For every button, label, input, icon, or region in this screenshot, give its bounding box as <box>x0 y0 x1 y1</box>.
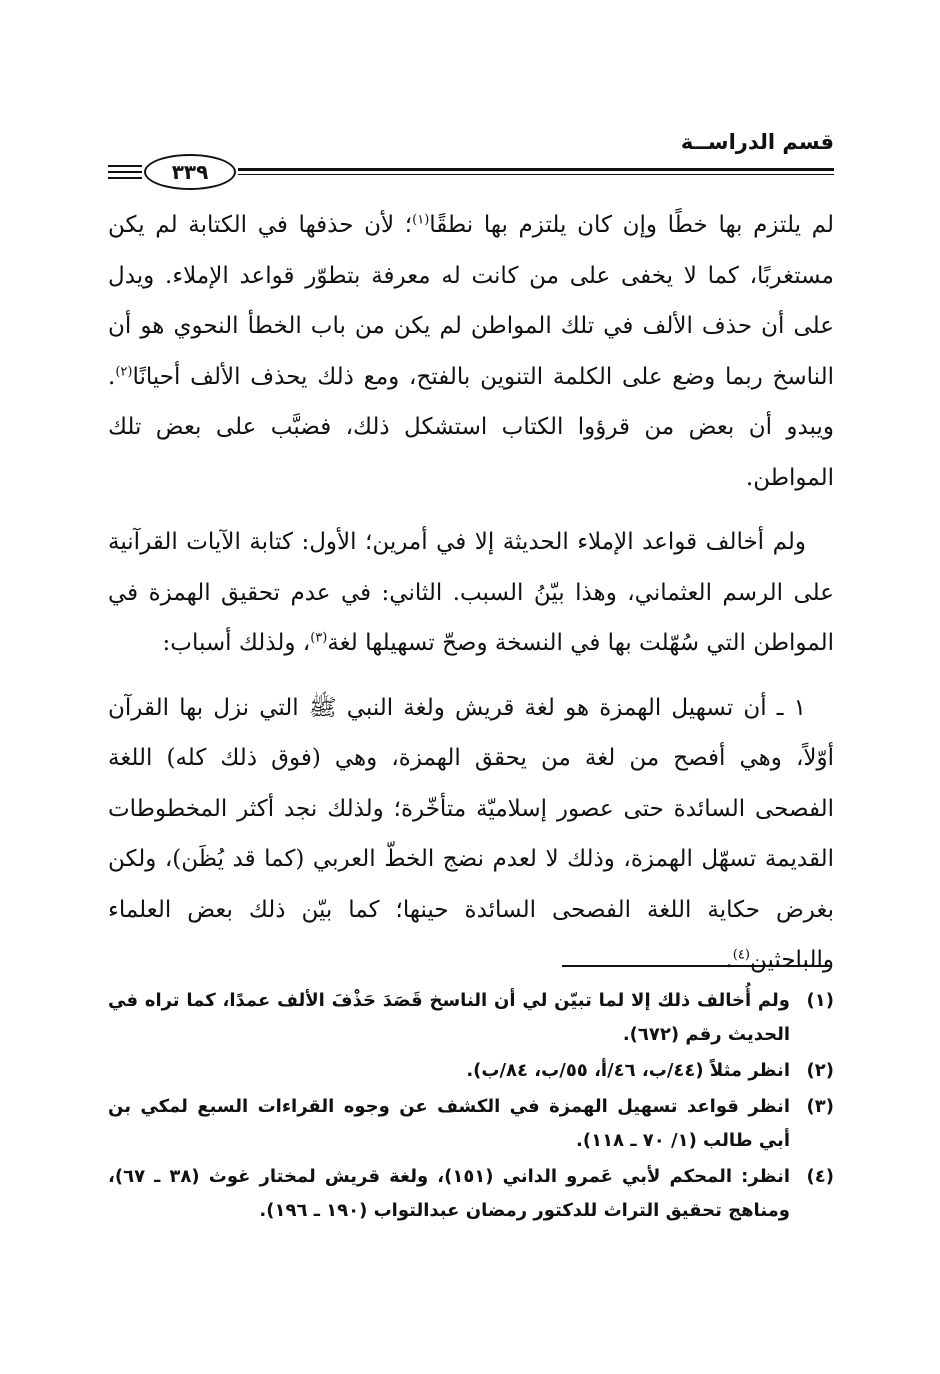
footnote-number: (١) <box>806 990 834 1011</box>
section-title: قسم الدراســة <box>680 130 834 154</box>
paragraph-text: لم يلتزم بها خطًا وإن كان يلتزم بها نطقًا <box>429 212 834 238</box>
footnote-text: انظر مثلاً (٤٤/ب، ٤٦/أ، ٥٥/ب، ٨٤/ب). <box>466 1060 790 1081</box>
footnotes <box>108 984 834 1230</box>
footnote-ref: (٢) <box>115 363 133 379</box>
footnote-number: (٣) <box>806 1096 834 1117</box>
header-dash <box>108 165 142 167</box>
footnote-ref: (١) <box>412 212 430 228</box>
header-rule-thin <box>238 174 834 175</box>
paragraph <box>108 200 834 503</box>
page-number: ٣٣٩ <box>144 154 236 190</box>
footnote <box>108 1160 834 1228</box>
header-dash <box>108 177 142 179</box>
footnote-number: (٤) <box>806 1166 834 1187</box>
paragraph-text: ولم أخالف قواعد الإملاء الحديثة إلا في أمرين؛ الأول: كتابة الآيات القرآنية على الرسم العثماني، وهذا بيّنُ السبب. الثاني: في عدم تحقيق الهمزة في المواطن التي سُهّلت بها في النسخة وصحّ تسهيلها لغة <box>108 529 834 656</box>
paragraph-text: . ويبدو أن بعض من قرؤوا الكتاب استشكل ذلك، فضبَّب على بعض تلك المواطن. <box>108 363 834 491</box>
header-rule <box>238 168 834 171</box>
footnote-ref: (٤) <box>732 947 750 963</box>
paragraph <box>108 517 834 669</box>
paragraph-text: ، ولذلك أسباب: <box>162 630 311 656</box>
footnote-text: ولم أُخالف ذلك إلا لما تبيّن لي أن الناسخ قَصَدَ حَذْفَ الألف عمدًا، كما تراه في الحديث رقم (٦٧٢). <box>108 990 790 1045</box>
paragraph <box>108 683 834 986</box>
footnote <box>108 1054 834 1088</box>
footnote <box>108 1090 834 1158</box>
main-text <box>108 200 834 1000</box>
footnote <box>108 984 834 1052</box>
header-dash <box>108 171 142 173</box>
footnote-text: انظر: المحكم لأبي عَمرو الداني (١٥١)، ولغة قريش لمختار غوث (٣٨ ـ ٦٧)، ومناهج تحقيق التراث للدكتور رمضان عبدالتواب (١٩٠ ـ ١٩٦). <box>108 1166 791 1221</box>
footnote-text: انظر قواعد تسهيل الهمزة في الكشف عن وجوه القراءات السبع لمكي بن أبي طالب (١/ ٧٠ ـ ١١٨). <box>108 1096 790 1151</box>
page-header <box>108 128 834 188</box>
footnote-number: (٢) <box>806 1060 834 1081</box>
footnote-separator <box>562 965 832 967</box>
footnote-ref: (٣) <box>310 630 328 646</box>
paragraph-text: . <box>725 947 733 973</box>
paragraph-text: ؛ لأن حذفها في الكتابة لم يكن مستغربًا، كما لا يخفى على من كانت له معرفة بتطوّر قواعد الإملاء. ويدل على أن حذف الألف في تلك المواطن لم يكن من باب الخطأ النحوي هو أن الناسخ ربما وضع على الكلمة التنوين بالفتح، ومع ذلك يحذف الألف أحيانًا <box>108 212 834 390</box>
paragraph-text: ١ ـ أن تسهيل الهمزة هو لغة قريش ولغة النبي ﷺ التي نزل بها القرآن أوّلاً، وهي أفصح من لغة من يحقق الهمزة، وهي (فوق ذلك كله) اللغة الفصحى السائدة حتى عصور إسلاميّة متأخّرة؛ ولذلك نجد أكثر المخطوطات القديمة تسهّل الهمزة، وذلك لا لعدم نضج الخطّ العربي (كما قد يُظَن)، ولكن بغرض حكاية اللغة الفصحى السائدة حينها؛ كما بيّن ذلك بعض العلماء والباحثين <box>108 694 834 973</box>
